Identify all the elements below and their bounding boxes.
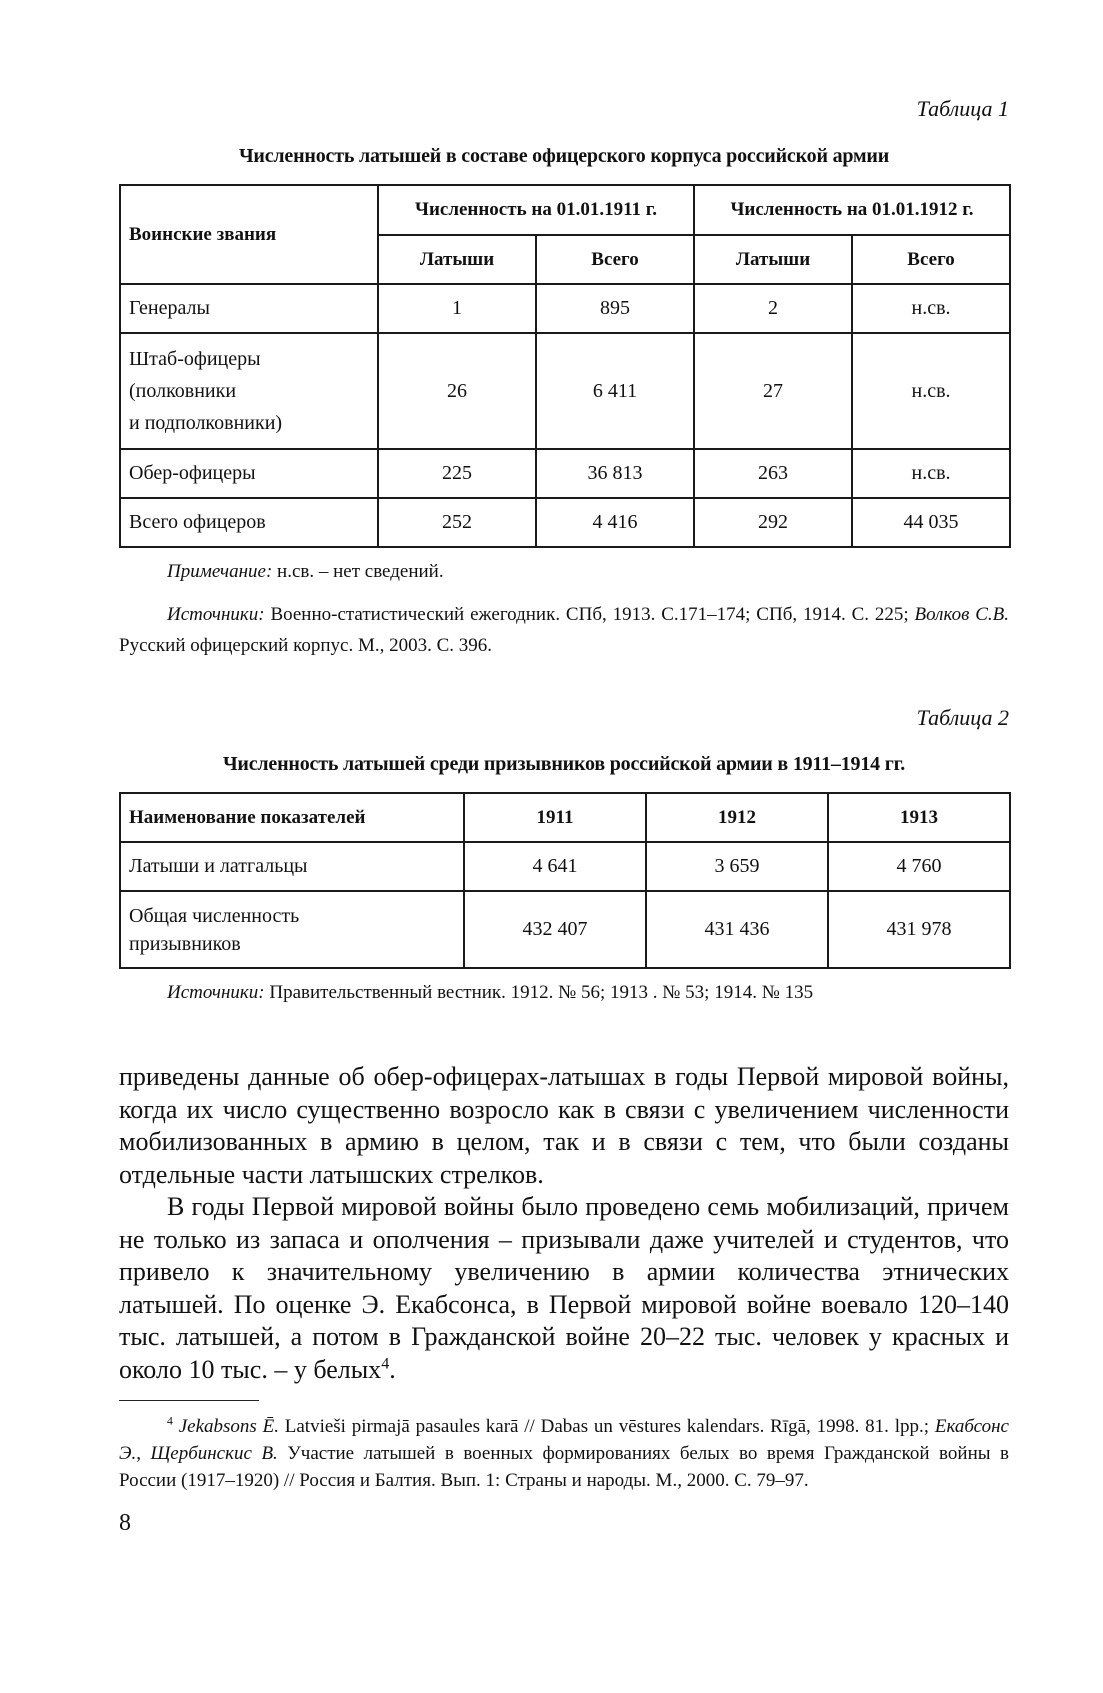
table1-cell: 292 xyxy=(694,498,852,547)
paragraph-text: В годы Первой мировой войны было проведено семь мобилизаций, причем не только из запаса и ополчения – призывали даже учителей и студентов, что привело к значительному увеличению в армии количества этнических латышей. По оценке Э. Екабсонса, в Первой мировой войне воевало 120–140 тыс. латышей, а потом в Гражданской войне 20–22 тыс. человек у красных и около 10 тыс. – у белых xyxy=(119,1192,1009,1384)
table-row xyxy=(120,449,1010,498)
rank-line: (полковники xyxy=(129,380,237,402)
table2-cell: 4 641 xyxy=(464,842,646,891)
table1-cell: 225 xyxy=(378,449,536,498)
table1-cell: 44 035 xyxy=(852,498,1010,547)
table1-cell-rank xyxy=(120,333,378,449)
table1-header-1911: Численность на 01.01.1911 г. xyxy=(378,185,694,235)
table-row xyxy=(120,842,1010,891)
table2-cell: 3 659 xyxy=(646,842,828,891)
table1-cell: 263 xyxy=(694,449,852,498)
table1-note xyxy=(119,556,1009,587)
table1-sub-latvians-1912: Латыши xyxy=(694,235,852,284)
table2-sources xyxy=(119,977,1009,1008)
table2-label: Таблица 2 xyxy=(916,705,1009,730)
table1-sources xyxy=(119,599,1009,661)
table-row xyxy=(120,284,1010,333)
table2-header-name: Наименование показателей xyxy=(120,793,464,842)
table-row xyxy=(120,498,1010,547)
table2-header-year: 1912 xyxy=(646,793,828,842)
note-text: н.св. – нет сведений. xyxy=(272,561,444,582)
table1-cell: 2 xyxy=(694,284,852,333)
table1-title: Численность латышей в составе офицерского корпуса российской армии xyxy=(238,145,890,167)
table1-sub-latvians-1911: Латыши xyxy=(378,235,536,284)
paragraph: В годы Первой мировой войны было проведено семь мобилизаций, причем не только из запаса и ополчения – призывали даже учителей и студентов, что привело к значительному увеличению в армии количества этнических латышей. По оценке Э. Екабсонса, в Первой мировой войне воевало 120–140 тыс. латышей, а потом в Гражданской войне 20–22 тыс. человек у красных и около 10 тыс. – у белых$^4$. xyxy=(119,1192,1009,1384)
table1-sub-total-1911: Всего xyxy=(536,235,694,284)
table2-header-year: 1911 xyxy=(464,793,646,842)
table1-cell-rank: Обер-офицеры xyxy=(120,449,378,498)
table1-cell-rank: Всего офицеров xyxy=(120,498,378,547)
table2 xyxy=(119,792,1009,969)
table2-cell: 431 436 xyxy=(646,891,828,968)
table1-cell: 26 xyxy=(378,333,536,449)
table1-header-1912: Численность на 01.01.1912 г. xyxy=(694,185,1010,235)
table-row xyxy=(120,891,1010,968)
sources-author: Волков С.В. xyxy=(914,604,1010,625)
table1-cell: 4 416 xyxy=(536,498,694,547)
table1-cell: 36 813 xyxy=(536,449,694,498)
table1-cell: 27 xyxy=(694,333,852,449)
name-line: Общая численность xyxy=(129,904,300,927)
table2-header-year: 1913 xyxy=(828,793,1010,842)
footnote xyxy=(119,1413,1009,1494)
body-text xyxy=(119,1061,1009,1386)
note-label: Примечание: xyxy=(167,561,273,582)
table2-title: Численность латышей среди призывников российской армии в 1911–1914 гг. xyxy=(222,753,906,775)
table1-cell-rank: Генералы xyxy=(120,284,378,333)
table2-cell: 431 978 xyxy=(828,891,1010,968)
table1 xyxy=(119,184,1009,548)
footnote-text: Latvieši pirmajā pasaules karā // Dabas un vēstures kalendars. Rīgā, 1998. 81. lpp.; xyxy=(278,1416,935,1437)
page-number: 8 xyxy=(119,1510,131,1536)
table1-cell: 6 411 xyxy=(536,333,694,449)
footnote-rule xyxy=(119,1400,259,1401)
table1-cell: н.св. xyxy=(852,449,1010,498)
table2-cell-name: Латыши и латгальцы xyxy=(120,842,464,891)
table2-cell-name xyxy=(120,891,464,968)
footnote-author: Екабсонс Э., Щербинскис В. xyxy=(119,1416,1009,1464)
footnote-ref[interactable]: 4 xyxy=(381,1354,390,1372)
rank-line: Штаб-офицеры xyxy=(129,348,261,370)
table2-cell: 432 407 xyxy=(464,891,646,968)
sources-label: Источники: xyxy=(167,982,265,1003)
table1-cell: н.св. xyxy=(852,284,1010,333)
table1-cell: 252 xyxy=(378,498,536,547)
sources-text: Русский офицерский корпус. М., 2003. С. 396. xyxy=(119,635,493,656)
footnote-number: 4 xyxy=(167,1414,173,1428)
table1-cell: н.св. xyxy=(852,333,1010,449)
sources-text: Военно-статистический ежегодник. СПб, 1913. С.171–174; СПб, 1914. С. 225; xyxy=(264,604,915,625)
rank-line: и подполковники) xyxy=(129,412,283,434)
footnote-text: Участие латышей в военных формированиях белых во время Гражданской войны в России (1917–1920) // Россия и Балтия. Вып. 1: Страны и народы. М., 2000. С. 79–97. xyxy=(119,1443,1009,1491)
name-line: призывников xyxy=(129,932,241,955)
table1-header-rank: Воинские звания xyxy=(120,185,378,284)
table-row xyxy=(120,333,1010,449)
table1-cell: 895 xyxy=(536,284,694,333)
table1-sub-total-1912: Всего xyxy=(852,235,1010,284)
table2-cell: 4 760 xyxy=(828,842,1010,891)
table1-cell: 1 xyxy=(378,284,536,333)
sources-label: Источники: xyxy=(167,604,265,625)
paragraph: приведены данные об обер-офицерах-латышах в годы Первой мировой войны, когда их число существенно возросло как в связи с увеличением численности мобилизованных в армию в целом, так и в связи с тем, что были созданы отдельные части латышских стрелков. xyxy=(119,1062,1009,1189)
sources-text: Правительственный вестник. 1912. № 56; 1913 . № 53; 1914. № 135 xyxy=(264,982,814,1003)
footnote-author: Jekabsons Ē. xyxy=(178,1416,279,1437)
table1-label: Таблица 1 xyxy=(916,96,1009,121)
